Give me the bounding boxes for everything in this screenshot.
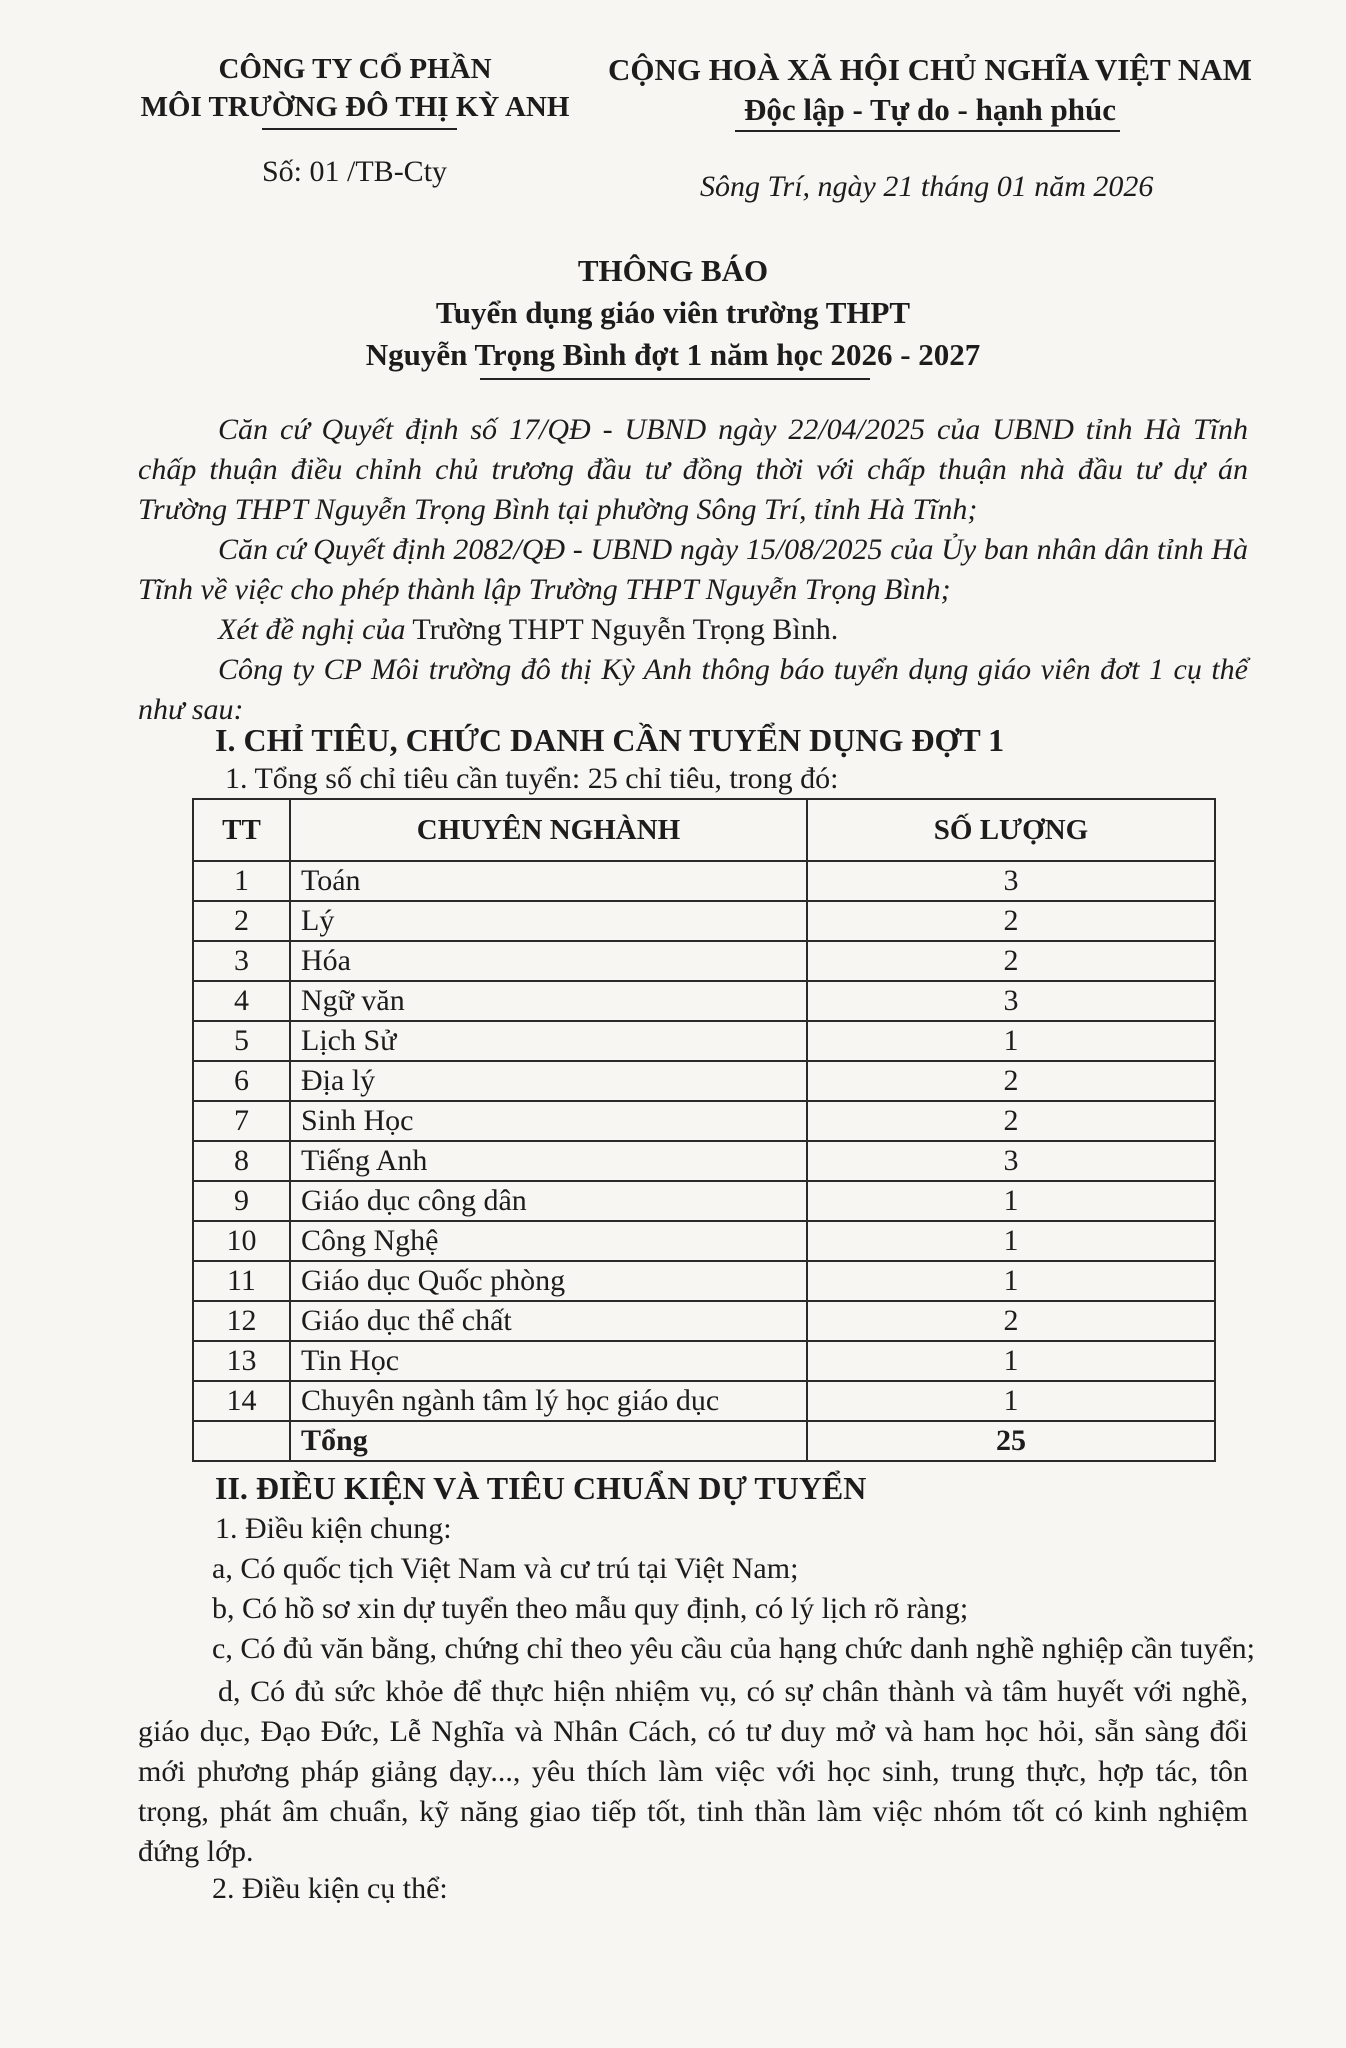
row-tt: 3	[193, 941, 290, 981]
condition-c: c, Có đủ văn bằng, chứng chỉ theo yêu cầu của hạng chức danh nghề nghiệp cần tuyển;	[212, 1632, 1256, 1665]
col-tt: TT	[193, 799, 290, 861]
row-tt: 14	[193, 1381, 290, 1421]
row-major: Ngữ văn	[290, 981, 807, 1021]
table-total-row	[193, 1421, 1215, 1461]
row-qty: 1	[807, 1341, 1215, 1381]
row-tt: 2	[193, 901, 290, 941]
title-line-1: THÔNG BÁO	[577, 253, 769, 288]
row-major: Sinh Học	[290, 1101, 807, 1141]
table-row	[193, 1301, 1215, 1341]
table-row	[193, 1141, 1215, 1181]
quota-table	[192, 798, 1216, 1462]
row-qty: 2	[807, 1301, 1215, 1341]
title-line-2: Tuyển dụng giáo viên trường THPT	[435, 295, 911, 330]
table-row	[193, 1101, 1215, 1141]
total-tt-empty	[193, 1421, 290, 1461]
table-row	[193, 941, 1215, 981]
row-tt: 12	[193, 1301, 290, 1341]
preamble-3	[138, 610, 1248, 650]
document-title	[300, 250, 1046, 376]
preamble-3-rest: Trường THPT Nguyễn Trọng Bình.	[405, 613, 839, 646]
document-number: Số: 01 /TB-Cty	[262, 155, 448, 188]
table-row	[193, 901, 1215, 941]
table-row	[193, 1381, 1215, 1421]
condition-a: a, Có quốc tịch Việt Nam và cư trú tại Việt Nam;	[212, 1552, 799, 1585]
row-qty: 2	[807, 1061, 1215, 1101]
table-row	[193, 861, 1215, 901]
row-qty: 3	[807, 981, 1215, 1021]
row-major: Giáo dục công dân	[290, 1181, 807, 1221]
title-line-3: Nguyễn Trọng Bình đợt 1 năm học 2026 - 2027	[365, 337, 981, 372]
row-major: Công Nghệ	[290, 1221, 807, 1261]
table-row	[193, 1061, 1215, 1101]
row-major: Địa lý	[290, 1061, 807, 1101]
row-qty: 2	[807, 941, 1215, 981]
row-major: Tiếng Anh	[290, 1141, 807, 1181]
row-major: Giáo dục thể chất	[290, 1301, 807, 1341]
row-qty: 3	[807, 1141, 1215, 1181]
row-qty: 2	[807, 901, 1215, 941]
row-tt: 8	[193, 1141, 290, 1181]
section-1-sub: 1. Tổng số chỉ tiêu cần tuyển: 25 chỉ tiêu, trong đó:	[225, 762, 839, 795]
row-qty: 3	[807, 861, 1215, 901]
company-underline	[262, 128, 457, 130]
total-label: Tổng	[290, 1421, 807, 1461]
motto-underline	[735, 130, 1120, 132]
row-major: Tin Học	[290, 1341, 807, 1381]
row-tt: 9	[193, 1181, 290, 1221]
row-qty: 1	[807, 1381, 1215, 1421]
row-major: Hóa	[290, 941, 807, 981]
preamble-4: Công ty CP Môi trường đô thị Kỳ Anh thông báo tuyển dụng giáo viên đơt 1 cụ thể như sau:	[138, 653, 1248, 726]
col-quantity: SỐ LƯỢNG	[807, 799, 1215, 861]
table-row	[193, 1261, 1215, 1301]
company-header	[120, 50, 590, 126]
country-line-2: Độc lập - Tự do - hạnh phúc	[743, 92, 1117, 127]
section-2-heading: II. ĐIỀU KIỆN VÀ TIÊU CHUẨN DỰ TUYỂN	[215, 1470, 867, 1506]
row-qty: 2	[807, 1101, 1215, 1141]
condition-b: b, Có hồ sơ xin dự tuyển theo mẫu quy định, có lý lịch rõ ràng;	[212, 1592, 969, 1625]
row-major: Chuyên ngành tâm lý học giáo dục	[290, 1381, 807, 1421]
row-tt: 1	[193, 861, 290, 901]
row-major: Giáo dục Quốc phòng	[290, 1261, 807, 1301]
row-qty: 1	[807, 1021, 1215, 1061]
table-row	[193, 1341, 1215, 1381]
country-header	[600, 50, 1260, 130]
company-line-2: MÔI TRƯỜNG ĐÔ THỊ KỲ ANH	[140, 91, 570, 123]
table-row	[193, 981, 1215, 1021]
country-line-1: CỘNG HOÀ XÃ HỘI CHỦ NGHĨA VIỆT NAM	[608, 52, 1252, 87]
row-major: Lịch Sử	[290, 1021, 807, 1061]
condition-d: d, Có đủ sức khỏe để thực hiện nhiệm vụ, có sự chân thành và tâm huyết với nghề, giáo dục, Đạo Đức, Lễ Nghĩa và Nhân Cách, có tư duy mở và ham học hỏi, sẵn sàng đổi mới phương pháp giảng dạy..., yêu thích làm việc với học sinh, trung thực, hợp tác, tôn trọng, phát âm chuẩn, kỹ năng giao tiếp tốt, tinh thần làm việc nhóm tốt có kinh nghiệm đứng lớp.	[138, 1675, 1248, 1868]
table-row	[193, 1221, 1215, 1261]
row-qty: 1	[807, 1261, 1215, 1301]
row-tt: 7	[193, 1101, 290, 1141]
place-date: Sông Trí, ngày 21 tháng 01 năm 2026	[700, 170, 1154, 203]
row-tt: 13	[193, 1341, 290, 1381]
row-major: Toán	[290, 861, 807, 901]
row-tt: 11	[193, 1261, 290, 1301]
section-1-heading: I. CHỈ TIÊU, CHỨC DANH CẦN TUYỂN DỤNG ĐỢT 1	[215, 722, 1005, 758]
section-2-sub-1: 1. Điều kiện chung:	[215, 1512, 452, 1545]
total-value: 25	[807, 1421, 1215, 1461]
row-major: Lý	[290, 901, 807, 941]
row-qty: 1	[807, 1181, 1215, 1221]
company-line-1: CÔNG TY CỔ PHẦN	[218, 53, 492, 85]
table-row	[193, 1021, 1215, 1061]
row-tt: 6	[193, 1061, 290, 1101]
table-row	[193, 1181, 1215, 1221]
title-underline	[480, 378, 870, 380]
row-tt: 10	[193, 1221, 290, 1261]
row-tt: 5	[193, 1021, 290, 1061]
row-qty: 1	[807, 1221, 1215, 1261]
col-major: CHUYÊN NGHÀNH	[290, 799, 807, 861]
preamble-3-italic: Xét đề nghị của	[218, 613, 406, 646]
row-tt: 4	[193, 981, 290, 1021]
preamble-2: Căn cứ Quyết định 2082/QĐ - UBND ngày 15/08/2025 của Ủy ban nhân dân tỉnh Hà Tĩnh về việc cho phép thành lập Trường THPT Nguyễn Trọng Bình;	[138, 533, 1248, 606]
table-header-row	[193, 799, 1215, 861]
preamble-1: Căn cứ Quyết định số 17/QĐ - UBND ngày 22/04/2025 của UBND tỉnh Hà Tĩnh chấp thuận điều chỉnh chủ trương đầu tư đồng thời với chấp thuận nhà đầu tư dự án Trường THPT Nguyễn Trọng Bình tại phường Sông Trí, tỉnh Hà Tĩnh;	[138, 413, 1248, 526]
section-2-sub-2: 2. Điều kiện cụ thể:	[212, 1872, 448, 1905]
